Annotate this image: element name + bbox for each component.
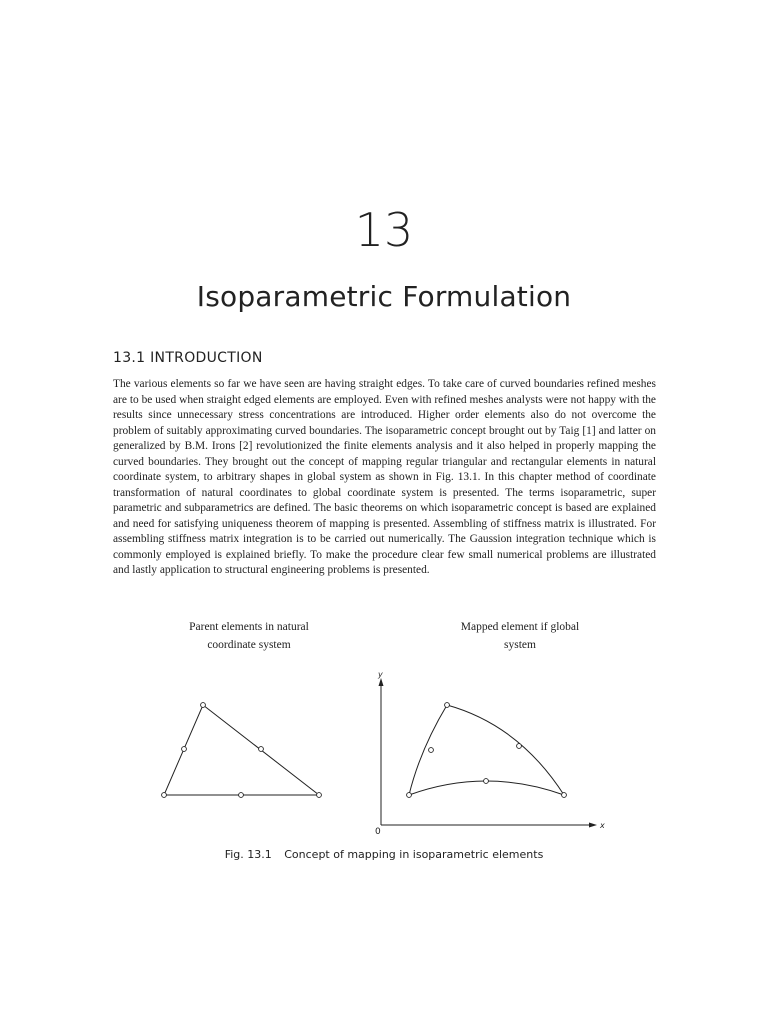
y-axis-label: y — [378, 670, 383, 679]
figure-caption — [0, 848, 768, 861]
mapped-node — [517, 744, 522, 749]
mapped-edge-left — [409, 705, 447, 795]
x-axis-arrow — [589, 823, 597, 828]
parent-triangle — [164, 705, 319, 795]
mapped-node — [445, 703, 450, 708]
intro-paragraph: The various elements so far we have seen are having straight edges. To take care of curved boundaries refined meshes are to be used when straight edged elements are employed. Even with refined meshes analysts were not happy with the results since unnecessary stress concentrations are introduced. Higher order elements also do not overcome the problem of suitably approximating curved boundaries. The isoparametric concept brought out by Taig [1] and latter on generalized by B.M. Irons [2] revolutionized the finite elements analysis and it also helped in properly mapping the curved boundaries. They brought out the concept of mapping regular triangular and rectangular elements in natural coordinate system, to arbitrary shapes in global system as shown in Fig. 13.1. In this chapter method of coordinate transformation of natural coordinates to global coordinate system is presented. The terms isoparametric, super parametric and subparametrics are defined. The basic theorems on which isoparametric concept is based are explained and need for satisfying uniqueness theorem of mapping is presented. Assembling of stiffness matrix is illustrated. For assembling stiffness matrix integration is to be carried out numerically. The Gaussion integration technique which is commonly employed is explained briefly. To make the procedure clear few small numerical problems are illustrated and lastly application to structural engineering problems is presented. — [113, 378, 656, 576]
mapped-node — [484, 779, 489, 784]
parent-caption-line-2: coordinate system — [207, 639, 291, 651]
mapped-caption-line-2: system — [504, 639, 536, 651]
x-axis-label: x — [600, 821, 605, 830]
figure-number: Fig. 13.1 — [224, 848, 272, 861]
mapped-caption-line-1: Mapped element if global — [460, 621, 580, 633]
parent-node — [239, 793, 244, 798]
global-axes — [381, 683, 593, 825]
chapter-number: 13 — [354, 203, 414, 257]
parent-node — [317, 793, 322, 798]
origin-label: 0 — [375, 827, 381, 837]
figure-caption-text: Concept of mapping in isoparametric elements — [284, 848, 544, 861]
mapped-node — [429, 748, 434, 753]
mapped-node — [407, 793, 412, 798]
parent-node — [162, 793, 167, 798]
y-axis-arrow — [379, 678, 384, 686]
parent-node — [259, 747, 264, 752]
parent-triangle-nodes — [162, 703, 322, 798]
parent-node — [201, 703, 206, 708]
section-heading: 13.1 INTRODUCTION — [113, 350, 263, 366]
parent-triangle-edges — [164, 705, 319, 795]
mapped-element-nodes — [407, 703, 567, 798]
parent-caption-line-1: Parent elements in natural — [189, 621, 309, 633]
mapped-node — [562, 793, 567, 798]
chapter-title: Isoparametric Formulation — [196, 280, 572, 313]
parent-node — [182, 747, 187, 752]
